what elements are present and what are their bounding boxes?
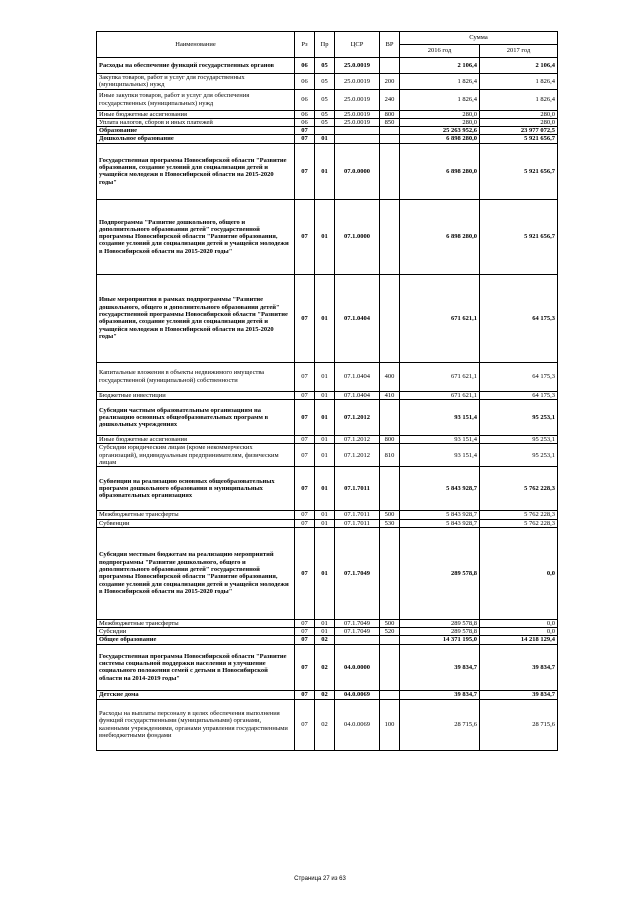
page-footer: Страница 27 из 63 — [294, 876, 346, 882]
table-row — [97, 58, 558, 74]
row-sum-2017: 95 253,1 — [480, 444, 558, 467]
row-name: Государственная программа Новосибирской области "Развитие образования, создание условий для социализации детей и учащейся молодежи в Новосибирской области на 2015-2020 годы" — [97, 143, 295, 199]
row-csr: 07.1.2012 — [335, 444, 380, 467]
row-rz: 07 — [295, 436, 315, 444]
row-sum-2016: 289 578,8 — [400, 527, 480, 619]
row-pr: 01 — [315, 519, 335, 527]
header-name: Наименование — [97, 32, 295, 58]
row-name: Иные бюджетные ассигнования — [97, 436, 295, 444]
table-row — [97, 391, 558, 399]
row-name: Уплата налогов, сборов и иных платежей — [97, 118, 295, 126]
row-csr: 07.1.7049 — [335, 619, 380, 627]
row-vr: 100 — [380, 699, 400, 750]
row-rz: 07 — [295, 699, 315, 750]
row-vr — [380, 467, 400, 511]
table-row — [97, 644, 558, 690]
row-sum-2017: 0,0 — [480, 619, 558, 627]
row-pr: 02 — [315, 636, 335, 644]
row-sum-2017: 64 175,3 — [480, 274, 558, 362]
row-pr: 01 — [315, 436, 335, 444]
row-sum-2017: 95 253,1 — [480, 400, 558, 436]
row-name: Подпрограмма "Развитие дошкольного, общего и дополнительного образования детей" государственной программы Новосибирской области "Развитие образования, создание условий для социализации детей и учащейся молодежи в Новосибирской области на 2015-2020 годы" — [97, 199, 295, 274]
row-vr — [380, 644, 400, 690]
row-pr — [315, 127, 335, 135]
row-rz: 07 — [295, 391, 315, 399]
row-vr — [380, 274, 400, 362]
table-row — [97, 199, 558, 274]
row-name: Бюджетные инвестиции — [97, 391, 295, 399]
row-vr: 200 — [380, 74, 400, 90]
row-sum-2017: 1 826,4 — [480, 89, 558, 110]
row-name: Субсидии юридическим лицам (кроме некоммерческих организаций), индивидуальным предпринимателям, физическим лицам — [97, 444, 295, 467]
table-row — [97, 511, 558, 519]
row-pr: 05 — [315, 110, 335, 118]
table-row — [97, 362, 558, 391]
row-sum-2017: 64 175,3 — [480, 391, 558, 399]
row-sum-2017: 280,0 — [480, 110, 558, 118]
row-sum-2017: 5 762 228,3 — [480, 467, 558, 511]
table-row — [97, 135, 558, 143]
row-csr: 07.1.7011 — [335, 467, 380, 511]
table-row — [97, 143, 558, 199]
table-row — [97, 89, 558, 110]
row-csr — [335, 636, 380, 644]
row-name: Иные закупки товаров, работ и услуг для обеспечения государственных (муниципальных) нужд — [97, 89, 295, 110]
row-csr: 04.0.0069 — [335, 690, 380, 699]
row-pr: 01 — [315, 527, 335, 619]
header-vr: ВР — [380, 32, 400, 58]
row-csr: 07.0.0000 — [335, 143, 380, 199]
row-sum-2016: 289 578,8 — [400, 619, 480, 627]
row-rz: 07 — [295, 400, 315, 436]
row-name: Субсидии — [97, 628, 295, 636]
row-pr: 05 — [315, 74, 335, 90]
row-csr — [335, 135, 380, 143]
row-pr: 01 — [315, 362, 335, 391]
row-vr: 500 — [380, 619, 400, 627]
row-rz: 07 — [295, 143, 315, 199]
row-name: Межбюджетные трансферты — [97, 619, 295, 627]
header-csr: ЦСР — [335, 32, 380, 58]
row-pr: 01 — [315, 274, 335, 362]
row-sum-2017: 5 762 228,3 — [480, 519, 558, 527]
row-sum-2017: 5 921 656,7 — [480, 199, 558, 274]
row-sum-2016: 1 826,4 — [400, 74, 480, 90]
row-name: Государственная программа Новосибирской области "Развитие системы социальной поддержки населения и улучшение социального положения семей с детьми в Новосибирской области на 2014-2019 годы" — [97, 644, 295, 690]
row-rz: 07 — [295, 362, 315, 391]
row-sum-2016: 39 834,7 — [400, 644, 480, 690]
row-sum-2016: 28 715,6 — [400, 699, 480, 750]
row-sum-2017: 39 834,7 — [480, 690, 558, 699]
row-sum-2017: 14 218 129,4 — [480, 636, 558, 644]
row-sum-2016: 5 843 928,7 — [400, 467, 480, 511]
row-name: Субсидия местным бюджетам на реализацию мероприятий подпрограммы "Развитие дошкольного, общего и дополнительного образования детей" государственной программы Новосибирской области "Развитие образования, создание условий для социализации детей и учащейся молодежи в Новосибирской области на 2015-2020 годы" — [97, 527, 295, 619]
row-sum-2017: 5 921 656,7 — [480, 143, 558, 199]
table-row — [97, 690, 558, 699]
row-sum-2016: 6 898 280,0 — [400, 199, 480, 274]
table-row — [97, 274, 558, 362]
row-sum-2016: 39 834,7 — [400, 690, 480, 699]
row-pr: 01 — [315, 135, 335, 143]
table-row — [97, 636, 558, 644]
row-pr: 01 — [315, 391, 335, 399]
row-pr: 01 — [315, 511, 335, 519]
row-rz: 07 — [295, 511, 315, 519]
budget-table — [96, 31, 558, 751]
table-row — [97, 127, 558, 135]
row-sum-2016: 5 843 928,7 — [400, 511, 480, 519]
row-vr: 410 — [380, 391, 400, 399]
row-sum-2017: 2 106,4 — [480, 58, 558, 74]
row-sum-2016: 6 898 280,0 — [400, 143, 480, 199]
row-rz: 07 — [295, 199, 315, 274]
row-vr — [380, 143, 400, 199]
row-pr: 01 — [315, 199, 335, 274]
table-row — [97, 436, 558, 444]
row-name: Образование — [97, 127, 295, 135]
row-sum-2017: 0,0 — [480, 527, 558, 619]
table-row — [97, 400, 558, 436]
table-row — [97, 467, 558, 511]
row-vr: 520 — [380, 628, 400, 636]
row-pr: 01 — [315, 467, 335, 511]
row-csr: 25.0.0019 — [335, 74, 380, 90]
row-rz: 06 — [295, 118, 315, 126]
row-vr — [380, 199, 400, 274]
header-sum: Сумма — [400, 32, 558, 45]
row-csr: 07.1.7049 — [335, 628, 380, 636]
row-pr: 01 — [315, 444, 335, 467]
row-vr: 800 — [380, 110, 400, 118]
row-sum-2017: 64 175,3 — [480, 362, 558, 391]
row-sum-2017: 39 834,7 — [480, 644, 558, 690]
row-sum-2016: 2 106,4 — [400, 58, 480, 74]
table-row — [97, 619, 558, 627]
row-rz: 07 — [295, 519, 315, 527]
row-sum-2016: 671 621,1 — [400, 391, 480, 399]
row-csr: 04.0.0000 — [335, 644, 380, 690]
row-name: Капитальные вложения в объекты недвижимого имущества государственной (муниципальной) собственности — [97, 362, 295, 391]
row-vr — [380, 127, 400, 135]
row-csr: 07.1.0404 — [335, 362, 380, 391]
row-name: Иные бюджетные ассигнования — [97, 110, 295, 118]
table-header — [97, 32, 558, 58]
row-pr: 05 — [315, 58, 335, 74]
header-rz: Рз — [295, 32, 315, 58]
row-name: Субвенции на реализацию основных общеобразовательных программ дошкольного образования в муниципальных образовательных организациях — [97, 467, 295, 511]
table-row — [97, 527, 558, 619]
row-csr: 25.0.0019 — [335, 118, 380, 126]
header-2016: 2016 год — [400, 45, 480, 58]
row-sum-2017: 5 921 656,7 — [480, 135, 558, 143]
row-sum-2016: 289 578,8 — [400, 628, 480, 636]
row-sum-2017: 5 762 228,3 — [480, 511, 558, 519]
row-rz: 07 — [295, 444, 315, 467]
row-sum-2017: 95 253,1 — [480, 436, 558, 444]
row-sum-2016: 25 263 952,6 — [400, 127, 480, 135]
row-csr: 07.1.7049 — [335, 527, 380, 619]
row-sum-2016: 14 371 195,0 — [400, 636, 480, 644]
row-name: Расходы на выплаты персоналу в целях обеспечения выполнения функций государственными (муниципальными) органами, казенными учреждениями, органами управления государственными внебюджетными фондами — [97, 699, 295, 750]
row-sum-2016: 280,0 — [400, 110, 480, 118]
row-csr: 07.1.2012 — [335, 436, 380, 444]
row-rz: 07 — [295, 135, 315, 143]
row-pr: 05 — [315, 89, 335, 110]
row-rz: 07 — [295, 274, 315, 362]
row-csr: 25.0.0019 — [335, 110, 380, 118]
row-sum-2016: 280,0 — [400, 118, 480, 126]
row-name: Субвенции — [97, 519, 295, 527]
row-vr: 500 — [380, 511, 400, 519]
row-csr — [335, 127, 380, 135]
row-csr: 07.1.0404 — [335, 274, 380, 362]
row-pr: 01 — [315, 628, 335, 636]
row-vr — [380, 58, 400, 74]
table-row — [97, 699, 558, 750]
row-csr: 25.0.0019 — [335, 58, 380, 74]
row-vr: 850 — [380, 118, 400, 126]
row-name: Иные мероприятия в рамках подпрограммы "Развитие дошкольного, общего и дополнительного образования детей" государственной программы Новосибирской области "Развитие образования, создание условий для социализации детей и учащейся молодежи в Новосибирской области на 2015-2020 годы" — [97, 274, 295, 362]
table-row — [97, 74, 558, 90]
row-csr: 07.1.0000 — [335, 199, 380, 274]
row-name: Межбюджетные трансферты — [97, 511, 295, 519]
table-row — [97, 110, 558, 118]
row-rz: 06 — [295, 89, 315, 110]
row-sum-2017: 280,0 — [480, 118, 558, 126]
row-vr — [380, 690, 400, 699]
row-sum-2016: 6 898 280,0 — [400, 135, 480, 143]
row-vr — [380, 400, 400, 436]
row-pr: 02 — [315, 699, 335, 750]
row-rz: 06 — [295, 110, 315, 118]
row-csr: 25.0.0019 — [335, 89, 380, 110]
row-rz: 07 — [295, 690, 315, 699]
row-csr: 07.1.7011 — [335, 511, 380, 519]
row-vr: 800 — [380, 436, 400, 444]
row-rz: 07 — [295, 628, 315, 636]
row-name: Общее образование — [97, 636, 295, 644]
header-2017: 2017 год — [480, 45, 558, 58]
row-rz: 07 — [295, 644, 315, 690]
row-vr — [380, 636, 400, 644]
row-pr: 01 — [315, 619, 335, 627]
row-name: Дошкольное образование — [97, 135, 295, 143]
row-rz: 07 — [295, 527, 315, 619]
header-pr: Пр — [315, 32, 335, 58]
row-vr — [380, 135, 400, 143]
table-row — [97, 444, 558, 467]
row-name: Субсидии частным образовательным организациям на реализацию основных общеобразовательных программ в дошкольных учреждениях — [97, 400, 295, 436]
row-sum-2016: 1 826,4 — [400, 89, 480, 110]
row-csr: 07.1.0404 — [335, 391, 380, 399]
row-vr: 530 — [380, 519, 400, 527]
row-pr: 05 — [315, 118, 335, 126]
row-sum-2016: 671 621,1 — [400, 362, 480, 391]
table-row — [97, 628, 558, 636]
row-rz: 07 — [295, 467, 315, 511]
row-rz: 07 — [295, 636, 315, 644]
row-pr: 01 — [315, 143, 335, 199]
table-row — [97, 118, 558, 126]
row-csr: 04.0.0069 — [335, 699, 380, 750]
row-name: Расходы на обеспечение функций государственных органов — [97, 58, 295, 74]
row-sum-2017: 23 977 072,5 — [480, 127, 558, 135]
row-sum-2017: 28 715,6 — [480, 699, 558, 750]
row-vr: 400 — [380, 362, 400, 391]
row-name: Закупка товаров, работ и услуг для государственных (муниципальных) нужд — [97, 74, 295, 90]
row-csr: 07.1.2012 — [335, 400, 380, 436]
row-name: Детские дома — [97, 690, 295, 699]
row-rz: 06 — [295, 74, 315, 90]
row-pr: 01 — [315, 400, 335, 436]
row-sum-2017: 1 826,4 — [480, 74, 558, 90]
row-rz: 06 — [295, 58, 315, 74]
row-sum-2016: 93 151,4 — [400, 400, 480, 436]
row-rz: 07 — [295, 619, 315, 627]
row-rz: 07 — [295, 127, 315, 135]
row-vr — [380, 527, 400, 619]
table-row — [97, 519, 558, 527]
row-pr: 02 — [315, 690, 335, 699]
row-sum-2016: 5 843 928,7 — [400, 519, 480, 527]
row-sum-2016: 671 621,1 — [400, 274, 480, 362]
row-csr: 07.1.7011 — [335, 519, 380, 527]
row-sum-2016: 93 151,4 — [400, 436, 480, 444]
table-body — [97, 58, 558, 751]
row-sum-2016: 93 151,4 — [400, 444, 480, 467]
row-sum-2017: 0,0 — [480, 628, 558, 636]
row-pr: 02 — [315, 644, 335, 690]
row-vr: 810 — [380, 444, 400, 467]
row-vr: 240 — [380, 89, 400, 110]
